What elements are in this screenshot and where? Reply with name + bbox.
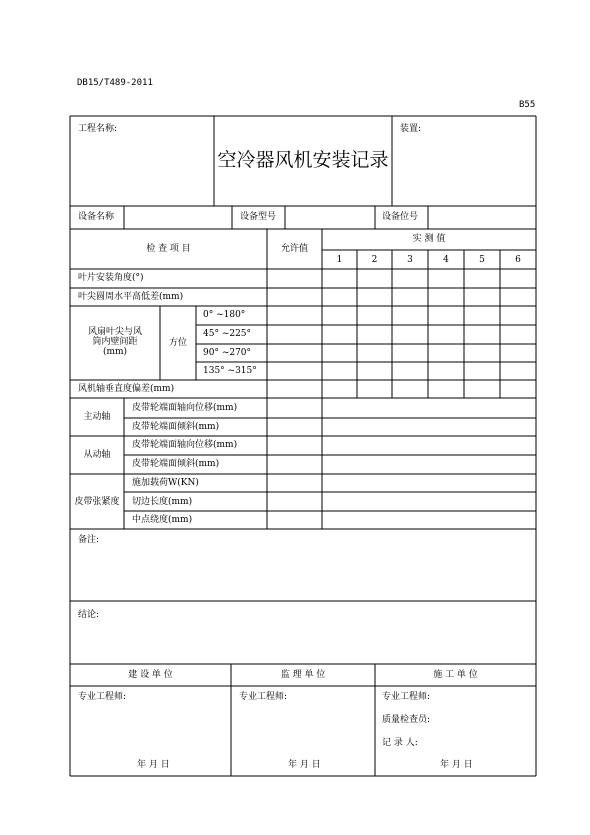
owner-engineer-label: 专业工程师: [78, 692, 127, 702]
row-pulley-axial: 皮带轮端面轴向位移(mm) [132, 440, 238, 450]
contractor-unit-header: 施 工 单 位 [433, 670, 478, 680]
row-belt-load: 施加载荷W(KN) [132, 478, 199, 488]
contractor-engineer-label: 专业工程师: [382, 692, 431, 702]
column-number: 5 [479, 255, 485, 265]
document-code: DB15/T489-2011 [77, 78, 153, 88]
allowed-value-header: 允许值 [280, 244, 308, 254]
orientation-value: 90° ~270° [203, 348, 252, 358]
equipment-model-label: 设备型号 [240, 212, 277, 222]
orientation-label: 方位 [168, 338, 187, 348]
column-number: 1 [336, 255, 343, 265]
equipment-position-label: 设备位号 [382, 212, 419, 222]
row-blade-angle: 叶片安装角度(°) [78, 273, 144, 283]
contractor-date-label: 年 月 日 [440, 760, 473, 770]
measured-value-header: 实 测 值 [412, 234, 446, 244]
column-number: 6 [515, 255, 521, 265]
page-title: 空冷器风机安装记录 [217, 149, 389, 171]
device-label: 装置: [400, 124, 422, 134]
owner-unit-header: 建 设 单 位 [128, 670, 173, 680]
supervisor-unit-header: 监 理 单 位 [280, 670, 326, 680]
project-name-label: 工程名称: [78, 124, 118, 134]
row-belt-deflection: 中点绕度(mm) [132, 515, 193, 525]
row-pulley-tilt: 皮带轮端面倾斜(mm) [132, 459, 220, 469]
row-belt-tangent: 切边长度(mm) [132, 497, 193, 507]
row-shaft-vertical: 风机轴垂直度偏差(mm) [78, 384, 175, 394]
row-pulley-axial: 皮带轮端面轴向位移(mm) [132, 403, 238, 413]
drive-shaft-label: 主动轴 [83, 412, 111, 422]
supervisor-engineer-label: 专业工程师: [239, 692, 288, 702]
conclusion-label: 结论: [78, 610, 100, 620]
column-number: 2 [371, 255, 378, 265]
owner-date-label: 年 月 日 [137, 760, 170, 770]
orientation-value: 135° ~315° [203, 366, 257, 376]
column-number: 3 [407, 255, 413, 265]
gap-group-label: 筒内壁间距 [92, 337, 138, 347]
form-code: B55 [519, 100, 536, 110]
recorder-label: 记 录 人: [382, 738, 418, 748]
row-blade-tip-level: 叶尖圆周水平高低差(mm) [78, 292, 184, 302]
orientation-value: 45° ~225° [203, 329, 252, 339]
belt-tension-label: 皮带张紧度 [74, 497, 120, 507]
gap-group-label: (mm) [102, 347, 128, 357]
orientation-value: 0° ~180° [203, 310, 246, 320]
remarks-label: 备注: [78, 535, 100, 545]
row-pulley-tilt: 皮带轮端面倾斜(mm) [132, 422, 220, 432]
equipment-name-label: 设备名称 [78, 212, 115, 222]
quality-inspector-label: 质量检查员: [382, 715, 431, 725]
driven-shaft-label: 从动轴 [83, 450, 111, 460]
check-item-header: 检 查 项 目 [146, 244, 191, 254]
supervisor-date-label: 年 月 日 [288, 760, 321, 770]
column-number: 4 [443, 255, 449, 265]
gap-group-label: 风扇叶尖与风 [87, 327, 142, 337]
